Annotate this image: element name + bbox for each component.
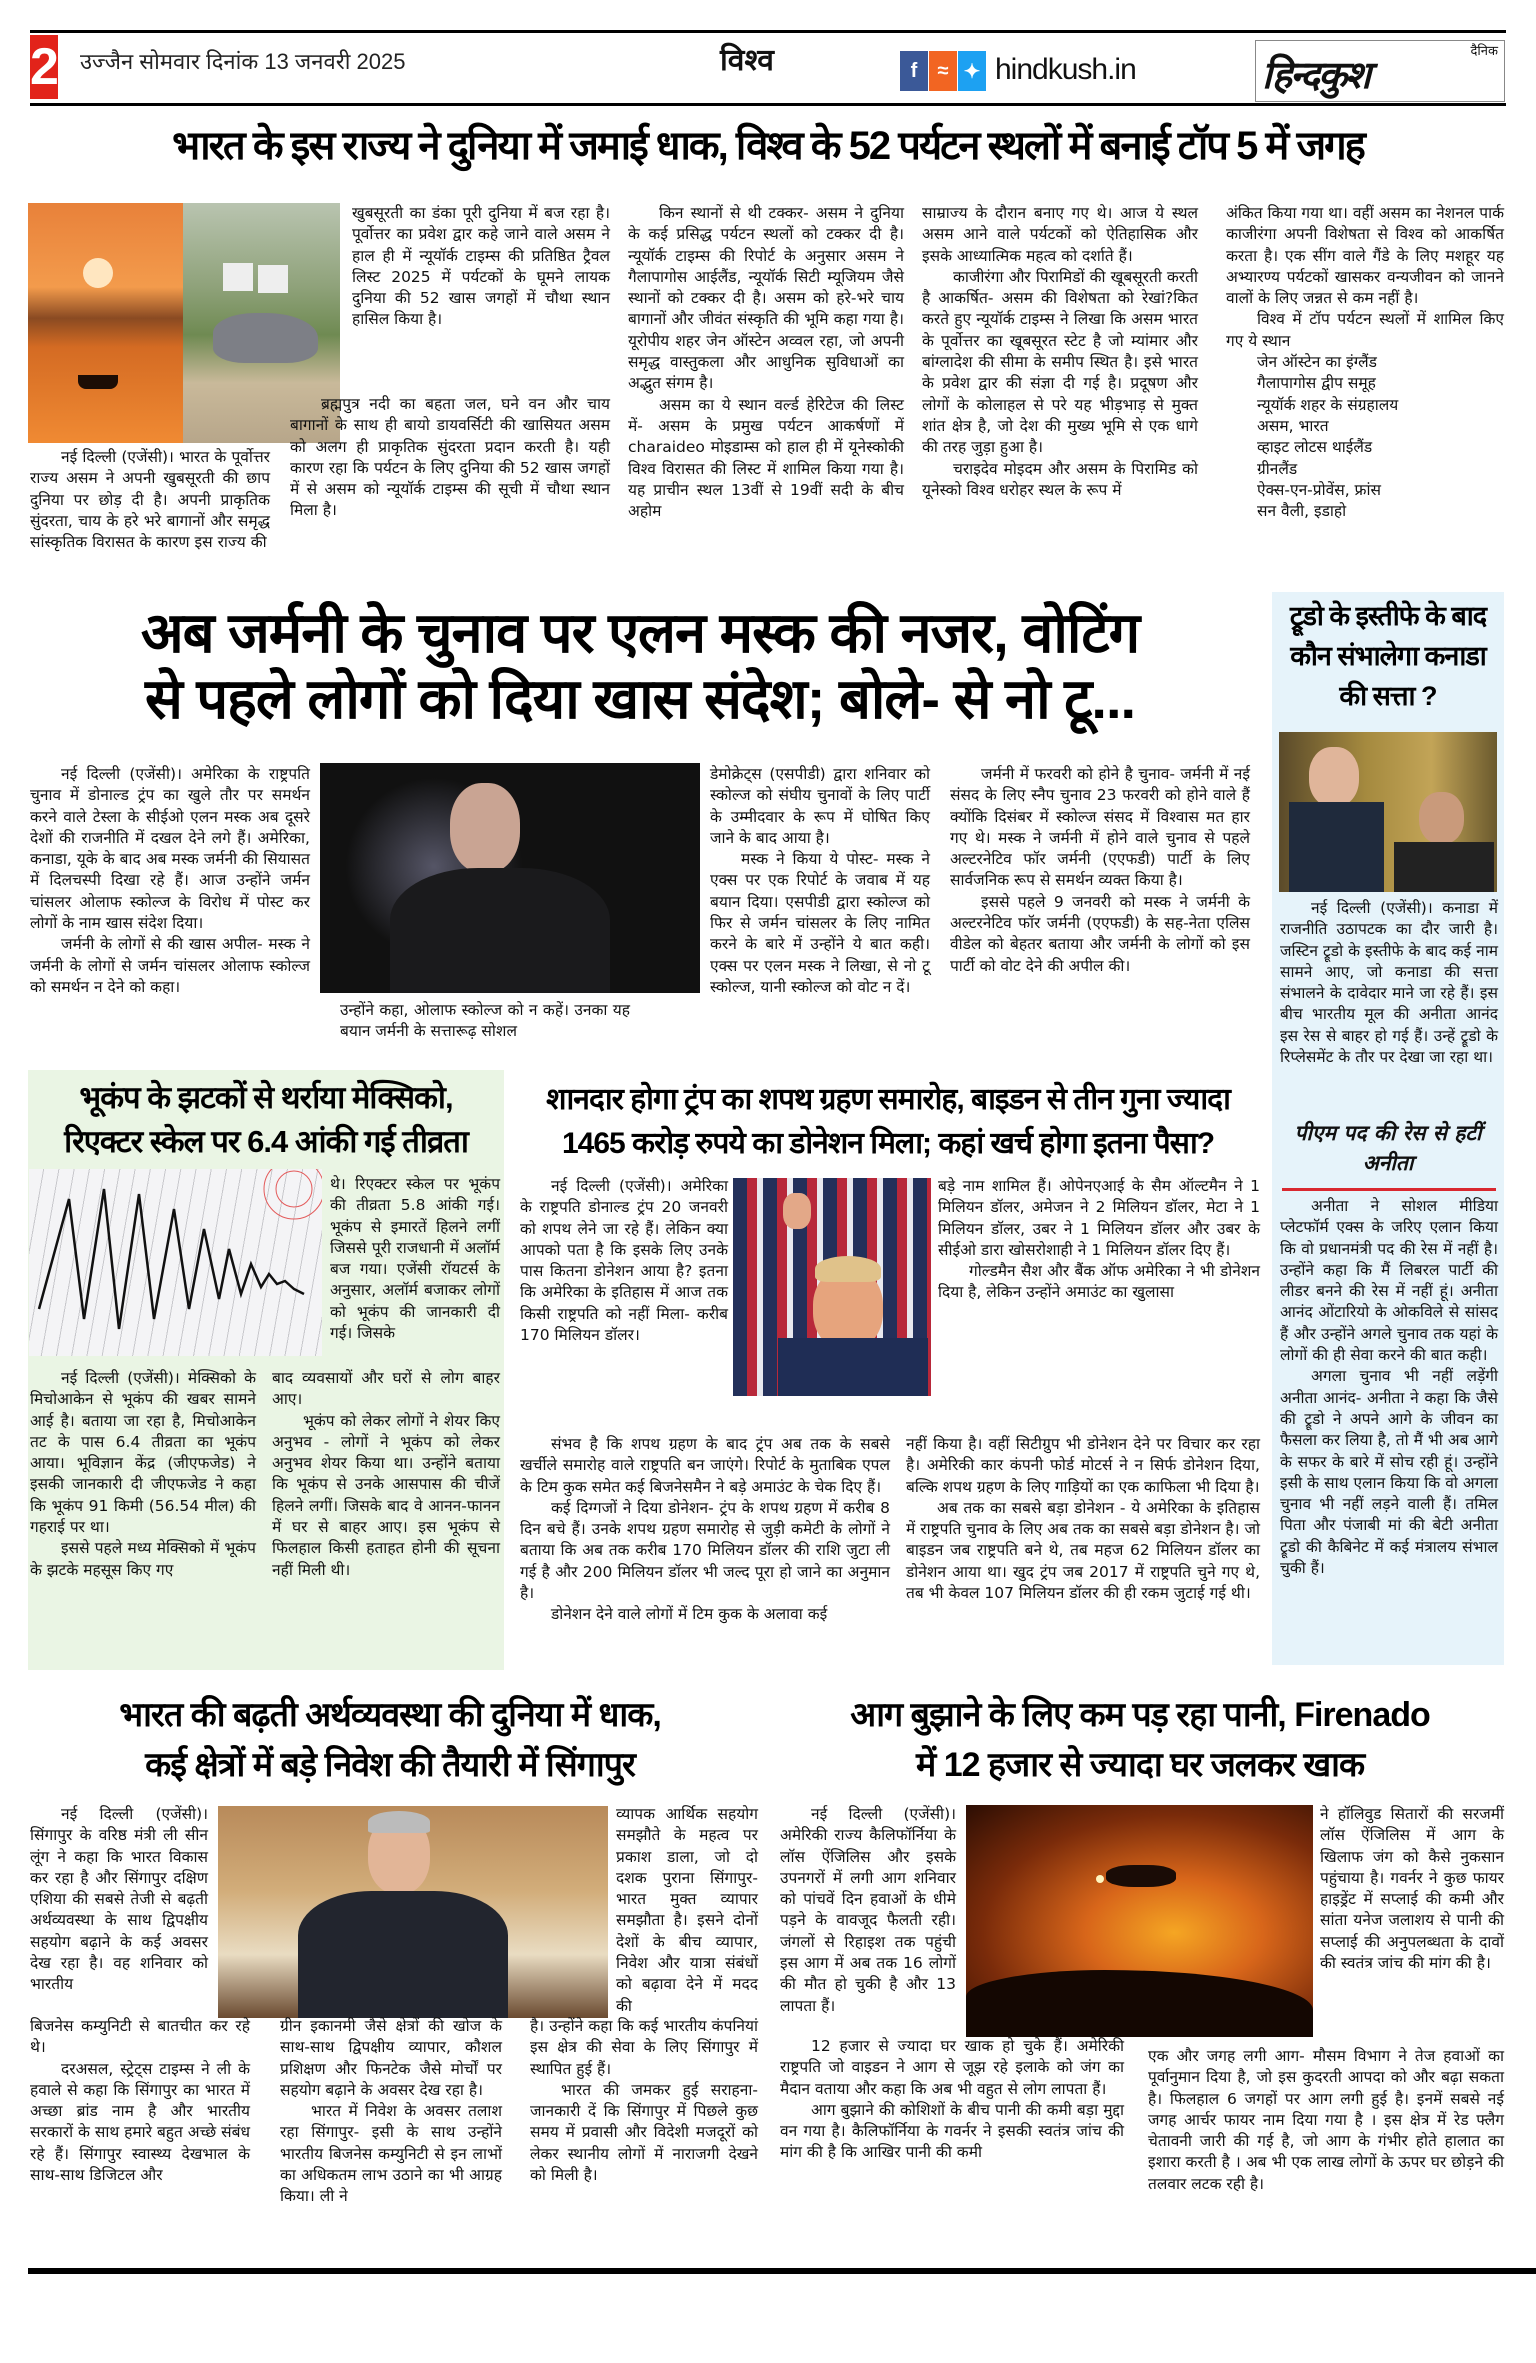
trump-col-left-bottom: संभव है कि शपथ ग्रहण के बाद ट्रंप अब तक के सबसे खर्चीले समारोह वाले राष्ट्रपति बन जाएंगे। रिपोर्ट के मुताबिक एपल के टिम कुक समेत कई बिजनेसमैन ने बड़े अमाउंट के चेक दिए हैं। कई दिग्गजों ने दिया डोनेशन- ट्रंप के शपथ ग्रहण में करीब 8 दिन बचे हैं। उनके शपथ ग्रहण समारोह से जुड़ी कमेटी के लोगों ने बताया कि अब तक करीब 170 मिलियन डॉलर की राशि जुटा ली गई है और 200 मिलियन डॉलर भी जल्द पूरा हो जाने का अनुमान है। डोनेशन देने वाले लोगों में टिम कुक के अलावा कई bbox=[520, 1435, 890, 1624]
headline-fire-line1: आग बुझाने के लिए कम पड़ रहा पानी, Firenado bbox=[850, 1696, 1430, 1734]
headline-canada: ट्रूडो के इस्तीफे के बाद कौन संभालेगा कनाडा की सत्ता ? bbox=[1289, 601, 1487, 711]
singapore-col1-bottom: बिजनेस कम्युनिटी से बातचीत कर रहे थे। दरअसल, स्ट्रेट्स टाइम्स ने ली के हवाले से कहा कि सिंगापुर का भारत में अच्छा ब्रांड नाम है और भारतीय सरकारों के साथ हमारे बहुत अच्छे संबंध रहे हैं। सिंगापुर स्वास्थ्य देखभाल के साथ-साथ डिजिटल और bbox=[30, 2017, 250, 2185]
trump-col1-top: नई दिल्ली (एजेंसी)। अमेरिका के राष्ट्रपति डोनाल्ड ट्रंप 20 जनवरी को शपथ लेने जा रहे हैं। लेकिन क्या आपको पता है कि इसके लिए उनके पास कितना डोनेशन आया है? इतना कि अमेरिका के इतिहास में आज तक किसी राष्ट्रपति को नहीं मिला- करीब 170 मिलियन डॉलर। bbox=[520, 1177, 728, 1345]
singapore-col1-top: नई दिल्ली (एजेंसी)। सिंगापुर के वरिष्ठ मंत्री ली सीन लूंग ने कहा कि भारत विकास कर रहा है और सिंगापुर दक्षिण एशिया की सबसे तेजी से बढ़ती अर्थव्यवस्था के साथ द्विपक्षीय सहयोग बढ़ाने के कई अवसर देख रहा है। वह शनिवार को भारतीय bbox=[30, 1805, 208, 1994]
fire-col3-bottom: एक और जगह लगी आग- मौसम विभाग ने तेज हवाओं का पूर्वानुमान दिया है, जो इस कुदरती आपदा को और बढ़ा सकता है। फिलहाल 6 जगहों पर आग लगी हुई है। इनमें सबसे नई जगह आर्चर फायर नाम दिया गया है । इस क्षेत्र में रेड फ्लैग चेतावनी जारी की गई है, जो आग के गंभीर होते हालात का इशारा करती है । अब भी एक लाख लोगों के ऊपर घर छोड़ने की तलवार लटक रही है। bbox=[1148, 2047, 1504, 2193]
newspaper-logo bbox=[1255, 40, 1505, 102]
list-item: व्हाइट लोटस थाईलैंड bbox=[1257, 438, 1373, 457]
musk-photo bbox=[320, 763, 700, 993]
list-item: असम, भारत bbox=[1257, 416, 1329, 435]
lee-hsien-loong-photo bbox=[218, 1806, 608, 2018]
headline-mexico-line1: भूकंप के झटकों से थर्राया मेक्सिको, bbox=[79, 1080, 453, 1115]
list-item: न्यूयॉर्क शहर के संग्रहालय bbox=[1257, 395, 1399, 414]
assam-col2-bottom: ब्रह्मपुत्र नदी का बहता जल, घने वन और चाय बागानों के साथ ही बायो डायवर्सिटी की खासियत असम को अलग ही प्राकृतिक सुंदरता प्रदान करती है। यही कारण रहा कि पर्यटन के लिए दुनिया की 52 खास जगहों में से असम को न्यूयॉर्क टाइम्स की सूची में चौथा स्थान मिला है। bbox=[290, 395, 610, 520]
canada-intro: नई दिल्ली (एजेंसी)। कनाडा में राजनीति उठापटक का दौर जारी है। जस्टिन ट्रूडो के इस्तीफे के बाद कई नाम सामने आए, जो कनाडा की सत्ता संभालने के दावेदार माने जा रहे हैं। इस बीच भारतीय मूल की अनीता आनंद इस रेस से बाहर हो गई हैं। उन्हें ट्रूडो के रिप्लेसमेंट के तौर पर देखा जा रहा था। bbox=[1280, 899, 1498, 1067]
mexico-col2: बाद व्यवसायों और घरों से लोग बाहर आए। भूकंप को लेकर लोगों ने शेयर किए अनुभव - लोगों ने भूकंप को लेकर अनुभव शेयर किया था। उन्होंने बताया कि भूकंप से उनके आसपास की चीजें हिलने लगीं। जिसके बाद वे आनन-फानन में घर से बाहर आए। इस भूकंप से फिलहाल किसी हताहत होनी की सूचना नहीं मिली थी। bbox=[272, 1369, 500, 1579]
sunset-boat-photo bbox=[28, 203, 183, 443]
musk-col1: नई दिल्ली (एजेंसी)। अमेरिका के राष्ट्रपति चुनाव में डोनाल्ड ट्रंप का खुले तौर पर समर्थन करने वाले टेस्ला के सीईओ एलन मस्क अब दूसरे देशों की राजनीति में दखल देने लगे हैं। अमेरिका, कनाडा, यूके के बाद अब मस्क जर्मनी की सियासत में दिलचस्पी दिखा रहे हैं। आज उन्होंने जर्मन चांसलर ओलाफ स्कोल्ज के विरोध में पोस्ट कर लोगों के नाम खास संदेश दिया। जर्मनी के लोगों से की खास अपील- मस्क ने जर्मनी के लोगों से जर्मन चांसलर ओलाफ स्कोल्ज को समर्थन न देने को कहा। bbox=[30, 765, 310, 996]
list-item: गैलापागोस द्वीप समूह bbox=[1257, 374, 1376, 393]
website-link[interactable]: hindkush.in bbox=[995, 53, 1136, 86]
top-places-list bbox=[1226, 352, 1504, 522]
fire-col1-top: नई दिल्ली (एजेंसी)। अमेरिकी राज्य कैलिफॉर्निया के लॉस ऐंजिलिस और इसके उपनगरों में लगी आग शनिवार को पांचवें दिन हवाओं के धीमे पड़ने के वावजूद फैलती रही। जंगलों से रिहाइश तक पहुंची इस आग में अब तक 16 लोगों की मौत हो चुकी है और 13 लापता हैं। bbox=[780, 1805, 956, 2015]
singapore-col3-top: व्यापक आर्थिक सहयोग समझौते के महत्व पर प्रकाश डाला, जो दो दशक पुराना सिंगापुर-भारत मुक्त व्यापार समझौता है। इसने दोनों देशों के बीच व्यापार, निवेश और यात्रा संबंधों को बढ़ावा देने में मदद की bbox=[616, 1805, 758, 2015]
musk-col3: डेमोक्रेट्स (एसपीडी) द्वारा शनिवार को स्कोल्ज को संघीय चुनावों के लिए पार्टी के उम्मीदवार के रूप में घोषित किए जाने के बाद आया है। मस्क ने किया ये पोस्ट- मस्क ने एक्स पर एक रिपोर्ट के जवाब में यह बयान दिया। एसपीडी द्वारा स्कोल्ज को फिर से जर्मन चांसलर के लिए नामित करने के बारे में उन्होंने ये बात कही। एक्स पर एलन मस्क ने लिखा, से नो टू स्कोल्ज, यानी स्कोल्ज को वोट न दें। bbox=[710, 765, 930, 996]
masthead bbox=[30, 30, 1506, 106]
headline-trump-line2: 1465 करोड़ रुपये का डोनेशन मिला; कहां खर्च होगा इतना पैसा? bbox=[561, 1127, 1215, 1160]
list-item: जेन ऑस्टेन का इंग्लैंड bbox=[1257, 353, 1377, 372]
trudeau-anand-photo bbox=[1279, 732, 1497, 892]
trump-col-right-bottom: नहीं किया है। वहीं सिटीग्रुप भी डोनेशन देने पर विचार कर रहा है। अमेरिकी कार कंपनी फोर्ड मोटर्स ने न सिर्फ डोनेशन दिया, बल्कि शपथ ग्रहण के लिए गाड़ियों का एक काफिला भी दिया है। अब तक का सबसे बड़ा डोनेशन - ये अमेरिका के इतिहास में राष्ट्रपति चुनाव के लिए अब तक का सबसे बड़ा डोनेशन है। जो बाइडन जब राष्ट्रपति बने थे, तब महज 62 मिलियन डॉलर का डोनेशन आया था। खुद ट्रंप जब 2017 में राष्ट्रपति चुने गए थे, तब भी केवल 107 मिलियन डॉलर की ही रकम जुटाई गई थी। bbox=[906, 1435, 1260, 1603]
headline-assam: भारत के इस राज्य ने दुनिया में जमाई धाक, विश्व के 52 पर्यटन स्थलों में बनाई टॉप 5 में जगह bbox=[172, 124, 1364, 168]
fire-col3-top: ने हॉलिवुड सितारों की सरजमीं लॉस ऐंजिलिस में आग के खिलाफ जंग को कैसे नुकसान पहुंचाया है। गवर्नर ने कुछ फायर हाइड्रेंट में सप्लाई की कमी और सांता यनेज जलाशय से पानी की सप्लाई की अनुपलब्धता के दावों की स्वतंत्र जांच की मांग की है। bbox=[1320, 1805, 1504, 1973]
seismograph-wave bbox=[29, 1169, 322, 1356]
headline-musk-line2: से पहले लोगों को दिया खास संदेश; बोले- से नो टू... bbox=[144, 667, 1136, 730]
dateline: उज्जैन सोमवार दिनांक 13 जनवरी 2025 bbox=[80, 49, 406, 74]
twitter-icon[interactable]: ✦ bbox=[958, 51, 986, 91]
musk-col4: जर्मनी में फरवरी को होने है चुनाव- जर्मनी में नई संसद के लिए स्नैप चुनाव 23 फरवरी को होने वाले हैं क्योंकि दिसंबर में स्कोल्ज संसद में विश्वास मत हार गए थे। मस्क ने जर्मनी में होने वाले चुनाव से पहले अल्टरनेटिव फॉर जर्मनी (एएफडी) पार्टी के लिए सार्वजनिक रूप से समर्थन व्यक्त किया है। इससे पहले 9 जनवरी को मस्क ने जर्मनी के अल्टरनेटिव फॉर जर्मनी (एएफडी) के सह-नेता एलिस वीडेल को बेहतर बताया और जर्मनी के लोगों को इस पार्टी को वोट देने की अपील की। bbox=[950, 765, 1250, 975]
singapore-col3-bottom: है। उन्होंने कहा कि कई भारतीय कंपनियां इस क्षेत्र की सेवा के लिए सिंगापुर में स्थापित हुई हैं। भारत की जमकर हुई सराहना- जानकारी दें कि सिंगापुर में पिछले कुछ समय में प्रवासी और विदेशी मजदूरों को लेकर स्थानीय लोगों में नाराजगी देखने को मिली है। bbox=[530, 2017, 758, 2185]
assam-col2-top: खुबसूरती का डंका पूरी दुनिया में बज रहा है। पूर्वोत्तर का प्रवेश द्वार कहे जाने वाले असम ने हाल ही में न्यूयॉर्क टाइम्स की प्रतिष्ठित ट्रैवल लिस्ट 2025 में पर्यटकों के घूमने लायक दुनिया की 52 खास जगहों में चौथा स्थान हासिल किया है। bbox=[352, 204, 610, 329]
mexico-col1: नई दिल्ली (एजेंसी)। मेक्सिको के मिचोआकेन से भूकंप की खबर सामने आई है। बताया जा रहा है, मिचोआकेन तट के पास 6.4 तीव्रता का भूकंप आया। भूविज्ञान केंद्र (जीएफजेड) ने इसकी जानकारी दी जीएफजेड ने कहा कि भूकंप 91 किमी (56.54 मील) की गहराई पर था। इससे पहले मध्य मेक्सिको में भूकंप के झटके महसूस किए गए bbox=[30, 1369, 256, 1579]
facebook-icon[interactable]: f bbox=[900, 51, 928, 91]
canada-body: अनीता ने सोशल मीडिया प्लेटफॉर्म एक्स के जरिए एलान किया कि वो प्रधानमंत्री पद की रेस में नहीं है। उन्होंने कहा कि मैं लिबरल पार्टी की लीडर बनने की रेस में नहीं हूं। अनीता आनंद ओंटारियो के ओकविले से सांसद हैं और उन्होंने अगले चुनाव तक यहां के लोगों की ही सेवा करने की बात कही। अगला चुनाव भी नहीं लड़ेंगी अनीता आनंद- अनीता ने कहा कि जैसे की ट्रूडो ने अपने आगे के जीवन का फैसला कर लिया है, तो मैं भी अब आगे के सफर के बारे में सोच रही हूं। उन्होंने इसी के साथ एलान किया कि वो अगला चुनाव भी नहीं लड़ने वाली हैं। तमिल पिता और पंजाबी मां की बेटी अनीता ट्रूडो की कैबिनेट में कई मंत्रालय संभाल चुकी हैं। bbox=[1280, 1197, 1498, 1578]
firefighting-helicopter-photo bbox=[966, 1805, 1313, 2037]
logo-title: हिन्दकुश bbox=[1262, 52, 1369, 97]
headline-mexico-line2: रिएक्टर स्केल पर 6.4 आंकी गई तीव्रता bbox=[64, 1124, 468, 1159]
headline-trump-line1: शानदार होगा ट्रंप का शपथ ग्रहण समारोह, बाइडन से तीन गुना ज्यादा bbox=[546, 1083, 1230, 1116]
headline-musk-line1: अब जर्मनी के चुनाव पर एलन मस्क की नजर, वोटिंग bbox=[140, 601, 1140, 664]
assam-col4: साम्राज्य के दौरान बनाए गए थे। आज ये स्थल असम आने वाले पर्यटकों को ऐतिहासिक और इसके आध्यात्मिक महत्व को दर्शाते हैं। काजीरंगा और पिरामिडों की खूबसूरती करती है आकर्षित- असम की विशेषता को रेखां?कित करते हुए न्यूयॉर्क टाइम्स ने लिखा कि असम भारत के पूर्वोत्तर का खूबसूरत स्टेट है जो म्यांमार और बांग्लादेश की सीमा के समीप स्थित है। इसे भारत के प्रवेश द्वार की संज्ञा दी गई है। प्रदूषण और लोगों के कोलाहल से परे यह भीड़भाड़ से मुक्त शांत क्षेत्र है, जो देश की मुख्य भूमि से एक धागे की तरह जुड़ा हुआ है। चराइदेव मोइदम और असम के पिरामिड को यूनेस्को विश्व धरोहर स्थल के रूप में bbox=[922, 204, 1198, 499]
seismograph-photo bbox=[29, 1169, 322, 1356]
list-item: ग्रीनलैंड bbox=[1257, 459, 1298, 478]
headline-singapore-line1: भारत की बढ़ती अर्थव्यवस्था की दुनिया में धाक, bbox=[119, 1696, 661, 1734]
canada-subhead: पीएम पद की रेस से हटीं अनीता bbox=[1294, 1120, 1482, 1175]
musk-col2: उन्होंने कहा, ओलाफ स्कोल्ज को न कहें। उनका यह बयान जर्मनी के सत्तारूढ़ सोशल bbox=[340, 1001, 630, 1041]
rss-icon[interactable]: ≈ bbox=[929, 51, 957, 91]
social-links bbox=[900, 51, 986, 91]
headline-singapore-line2: कई क्षेत्रों में बड़े निवेश की तैयारी में सिंगापुर bbox=[145, 1746, 635, 1784]
list-item: सन वैली, इडाहो bbox=[1257, 502, 1347, 521]
mexico-col-right-top: थे। रिएक्टर स्केल पर भूकंप की तीव्रता 5.8 आंकी गई। भूकंप से इमारतें हिलने लगीं जिससे पूरी राजधानी में अलॉर्म बज गया। एजेंसी रॉयटर्स के अनुसार, अलॉर्म बजाकर लोगों को भूकंप की जानकारी दी गई। जिसके bbox=[330, 1175, 500, 1343]
bottom-rule bbox=[28, 2268, 1536, 2274]
red-divider bbox=[1282, 1188, 1496, 1191]
page-number: 2 bbox=[30, 35, 58, 99]
trump-col3-top: बड़े नाम शामिल हैं। ओपेनएआई के सैम ऑल्टमैन ने 1 मिलियन डॉलर, अमेजन ने 2 मिलियन डॉलर, मेटा ने 1 मिलियन डॉलर, उबर ने 1 मिलियन डॉलर और उबर के सीईओ डारा खोसरोशाही ने 1 मिलियन डॉलर दिए हैं। गोल्डमैन सैश और बैंक ऑफ अमेरिका ने भी डोनेशन दिया है, लेकिन उन्होंने अमाउंट का खुलासा bbox=[938, 1177, 1260, 1302]
section-title: विश्व bbox=[720, 44, 774, 77]
headline-fire-line2: में 12 हजार से ज्यादा घर जलकर खाक bbox=[915, 1746, 1365, 1784]
assam-col3: किन स्थानों से थी टक्कर- असम ने दुनिया के कई प्रसिद्ध पर्यटन स्थलों को टक्कर दी है। न्यूयॉर्क टाइम्स की रिपोर्ट के अनुसार असम ने गैलापागोस आईलैंड, न्यूयॉर्क सिटी म्यूजियम जैसे स्थानों को टक्कर दी है। असम को हरे-भरे चाय बागानों और जीवंत संस्कृति की भूमि कहा गया है। यूरोपीय शहर जेन ऑस्टेन अव्वल रहा, जो अपनी समृद्ध वास्तुकला और आधुनिक सुविधाओं का अद्भुत संगम है। असम का ये स्थान वर्ल्ड हेरिटेज की लिस्ट में- असम के प्रमुख पर्यटन आकर्षणों में charaideo मोइडाम्स को हाल ही में यूनेस्कोकी विश्व विरासत की लिस्ट में शामिल किया गया है। यह प्राचीन स्थल 13वीं से 19वीं सदी के बीच अहोम bbox=[628, 204, 904, 521]
assam-col1: नई दिल्ली (एजेंसी)। भारत के पूर्वोत्तर राज्य असम ने अपनी खुबसूरती की छाप दुनिया पर छोड़ दी है। अपनी प्राकृतिक सुंदरता, चाय के हरे भरे बागानों और समृद्ध सांस्कृतिक विरासत के कारण इस राज्य की bbox=[30, 448, 270, 552]
trump-photo bbox=[733, 1178, 931, 1396]
logo-small-text: दैनिक bbox=[1470, 44, 1498, 59]
fire-col1-bottom: 12 हजार से ज्यादा घर खाक हो चुके हैं। अमेरिकी राष्ट्रपति जो वाइडन ने आग से जूझ रहे इलाके को जंग का मैदान वताया और कहा कि अब भी वहुत से लोग लापता हैं। आग बुझाने की कोशिशों के बीच पानी की कमी बड़ा मुद्दा वन गया है। कैलिफॉर्निया के गवर्नर ने इसकी स्वतंत्र जांच की मांग की है कि आखिर पानी की कमी bbox=[780, 2037, 1124, 2162]
list-item: ऐक्स-एन-प्रोवेंस, फ्रांस bbox=[1257, 480, 1381, 499]
assam-col5: अंकित किया गया था। वहीं असम का नेशनल पार्क काजीरंगा अपनी विशेषता से विश्व को आकर्षित करता है। एक सींग वाले गैंडे के लिए मशहूर यह अभ्यारण्य पर्यटकों खासकर वन्यजीवन को जानने वालों के लिए जन्नत से कम नहीं है। विश्व में टॉप पर्यटन स्थलों में शामिल किए गए ये स्थान जेन ऑस्टेन का इंग्लैंड गैलापागोस द्वीप समूह न्यूयॉर्क शहर के संग्रहालय असम, भारत व्हाइट लोटस थाईलैंड ग्रीनलैंड ऐक्स-एन-प्रोवेंस, फ्रांस सन वैली, इडाहो bbox=[1226, 203, 1504, 522]
singapore-col2-bottom: ग्रीन इकानमी जैसे क्षेत्रों की खोज के साथ-साथ द्विपक्षीय व्यापार, कौशल प्रशिक्षण और फिनटेक जैसे मोर्चों पर सहयोग बढ़ाने के अवसर देख रहा है। भारत में निवेश के अवसर तलाश रहा सिंगापुर- इसी के साथ उन्होंने भारतीय बिजनेस कम्युनिटी से इन लाभों का अधिकतम लाभ उठाने का भी आग्रह किया। ली ने bbox=[280, 2017, 502, 2206]
